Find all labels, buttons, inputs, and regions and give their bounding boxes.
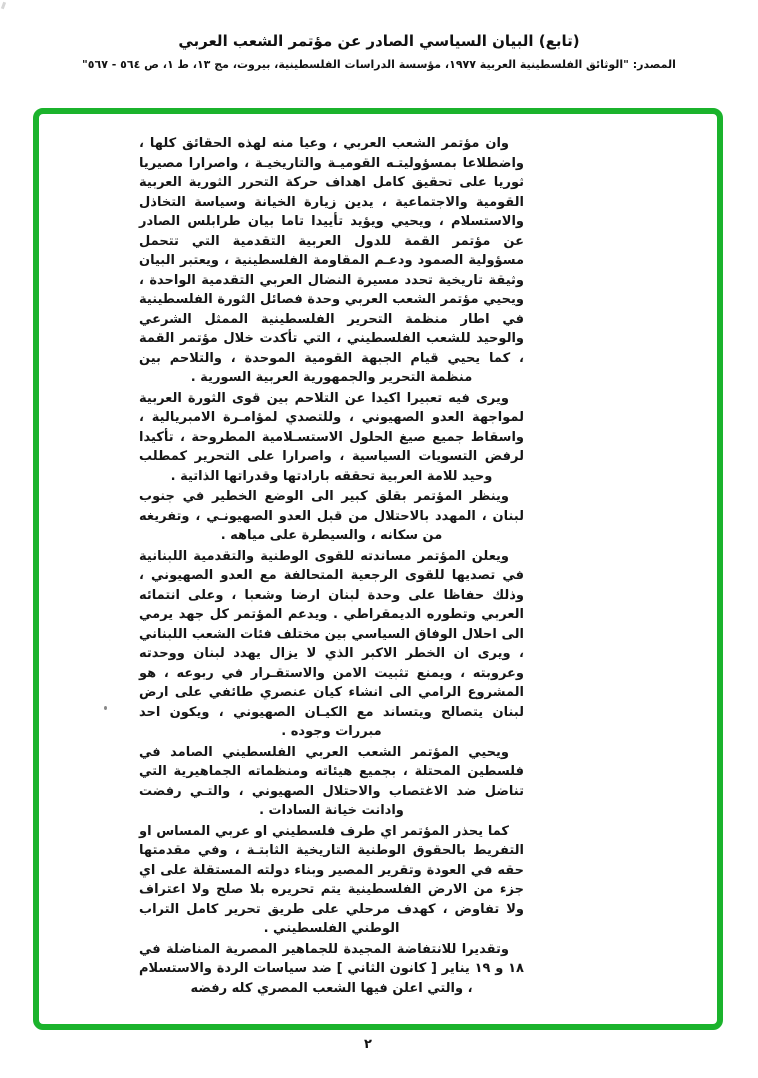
scan-artifact-corner	[1, 2, 6, 10]
document-source-citation: المصدر: "الوثائق الفلسطينية العربية ١٩٧٧، مؤسسة الدراسات الفلسطينية، بيروت، مج ١٣، ط ١، ص ٥٦٤ - ٥٦٧"	[82, 58, 676, 71]
paragraph-6: كما يحذر المؤتمر اي طرف فلسطيني او عربي المساس او التفريط بالحقوق الوطنية التاريخية الثابتـة ، وفي مقدمتها حقه في العودة وتقرير المصير وبناء دولته المستقلة على اي جزء من الارض الفلسطينية يتم تحريره بلا صلح ولا اعتراف ولا تفاوض ، كهدف مرحلي على طريق تحرير كامل التراب الوطني الفلسطيني .	[139, 823, 524, 936]
scan-artifact-dot	[104, 706, 107, 710]
page-number: ٢	[364, 1037, 372, 1052]
document-title: (تابع) البيان السياسي الصادر عن مؤتمر الشعب العربي	[178, 32, 580, 50]
paragraph-1: وان مؤتمر الشعب العربي ، وعيا منه لهذه الحقائق كلها ، واضطلاعا بمسؤوليتـه القوميـة والتاريخيـة ، واصرارا مصيريا ثوريا على تحقيق كامل اهداف حركة التحرر الثورية العربية القومية والاجتماعية ، يدين زيارة الخيانة وسياسة التخاذل والاستسلام ، ويحيي ويؤيد تأييدا تاما بيان طرابلس الصادر عن مؤتمر القمة للدول العربية التقدمية التي تتحمل مسؤولية الصمود ودعـم المقاومة الفلسطينية ، ويعتبر البيان وثيقة تاريخية تحدد مسيرة النضال العربي التقدمية الواحدة ، ويحيي مؤتمر الشعب العربي وحدة فصائل الثورة الفلسطينية في اطار منظمة التحرير الفلسطينية الممثل الشرعي والوحيد للشعب الفلسطيني ، التي تأكدت خلال مؤتمر القمة ، كما يحيي قيام الجبهة القومية الموحدة ، والتلاحم بين منظمة التحرير والجمهورية العربية السورية .	[139, 136, 524, 385]
scanned-page-frame	[33, 108, 723, 1030]
document-header	[0, 32, 758, 71]
page-text-column	[139, 134, 524, 999]
paragraph-7: وتقديرا للانتفاضة المجيدة للجماهير المصرية المناضلة في ١٨ و ١٩ يناير [ كانون الثاني ] ضد سياسات الردة والاستسلام ، والتي اعلن فيها الشعب المصري كله رفضه	[139, 941, 524, 996]
paragraph-2: ويرى فيه تعبيرا اكيدا عن التلاحم بين قوى الثورة العربية لمواجهة العدو الصهيوني ، وللتصدي لمؤامـرة الامبريالية ، واسقاط جميع صيغ الحلول الاستسـلامية المطروحة ، تأكيدا لرفض التسويات السياسية ، واصرارا على التحرير كمطلب وحيد للامة العربية تحققه بارادتها وقدراتها الذاتية .	[139, 390, 524, 484]
paragraph-4: ويعلن المؤتمر مساندته للقوى الوطنية والتقدمية اللبنانية في تصديها للقوى الرجعية المتحالفة مع العدو الصهيوني ، وذلك حفاظا على وحدة لبنان ارضا وشعبا ، وعلى انتمائه العربي وتطوره الديمقراطي . ويدعم المؤتمر كل جهد يرمي الى احلال الوفاق السياسي بين مختلف فئات الشعب اللبناني ، ويرى ان الخطر الاكبر الذي لا يزال يهدد لبنان ووحدته وعروبته ، ويمنع تثبيت الامن والاستقـرار في ربوعه ، هو المشروع الرامي الى انشاء كيان عنصري طائفي على ارض لبنان يتصالح ويتساند مع الكيـان الصهيوني ، ويكون احد مبررات وجوده .	[139, 548, 524, 739]
paragraph-3: وينظر المؤتمر بقلق كبير الى الوضع الخطير في جنوب لبنان ، المهدد بالاحتلال من قبل العدو الصهيونـي ، وتفريغه من سكانه ، والسيطرة على مياهه .	[139, 489, 524, 543]
paragraph-5: ويحيي المؤتمر الشعب العربي الفلسطيني الصامد في فلسطين المحتلة ، بجميع هيئاته ومنظماته الجماهيرية التي تناضل ضد الاغتصاب والاحتلال الصهيوني ، والتـي رفضت وادانت خيانة السادات .	[139, 744, 524, 818]
